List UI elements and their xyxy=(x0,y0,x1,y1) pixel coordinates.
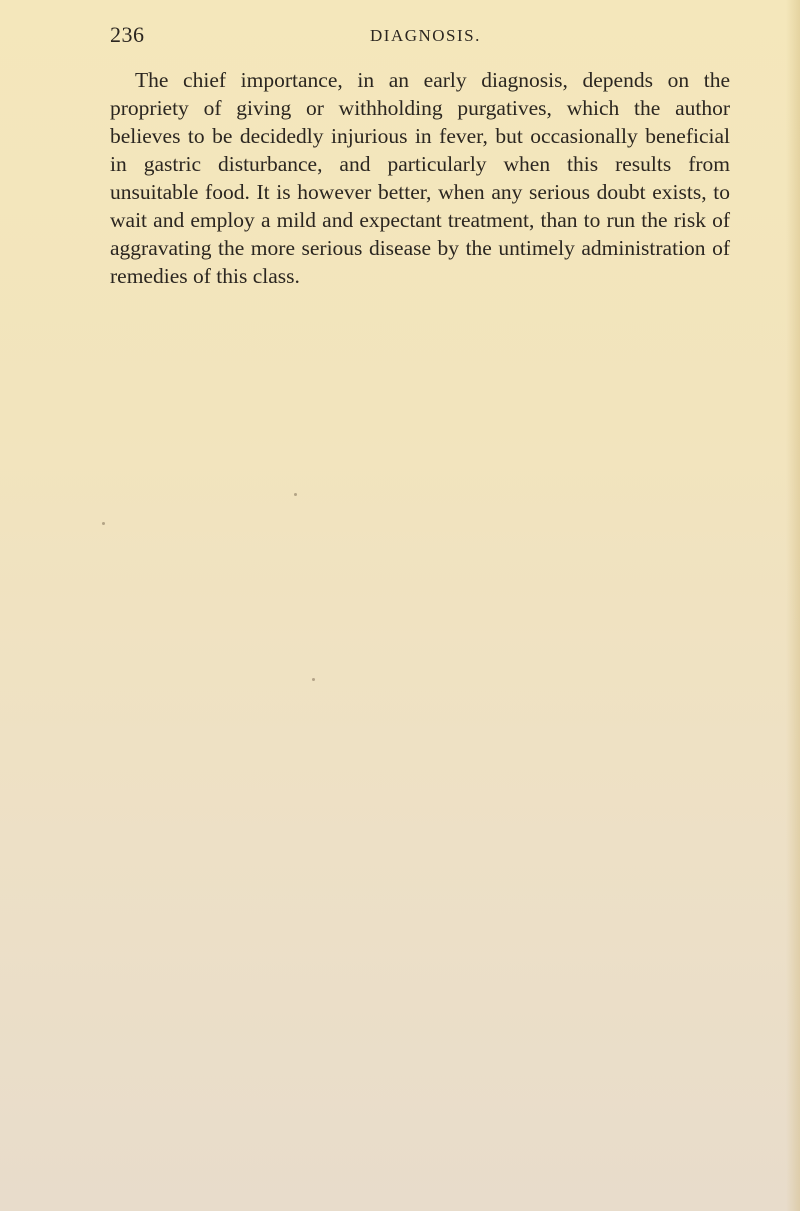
body-paragraph: The chief importance, in an early diagnosis, depends on the propriety of giving or withholding purgatives, which the author believes to be decidedly injurious in fever, but occasionally beneficial in gastric disturbance, and particularly when this results from unsuitable food. It is however better, when any serious doubt exists, to wait and employ a mild and expectant treatment, than to run the risk of aggravating the more serious disease by the untimely administration of remedies of this class. xyxy=(110,68,730,288)
page-number: 236 xyxy=(110,22,145,47)
paper-speck xyxy=(102,522,105,525)
page-edge-shadow xyxy=(786,0,800,1211)
paper-speck xyxy=(294,493,297,496)
paper-speck xyxy=(312,678,315,681)
running-head: DIAGNOSIS. xyxy=(370,26,481,45)
